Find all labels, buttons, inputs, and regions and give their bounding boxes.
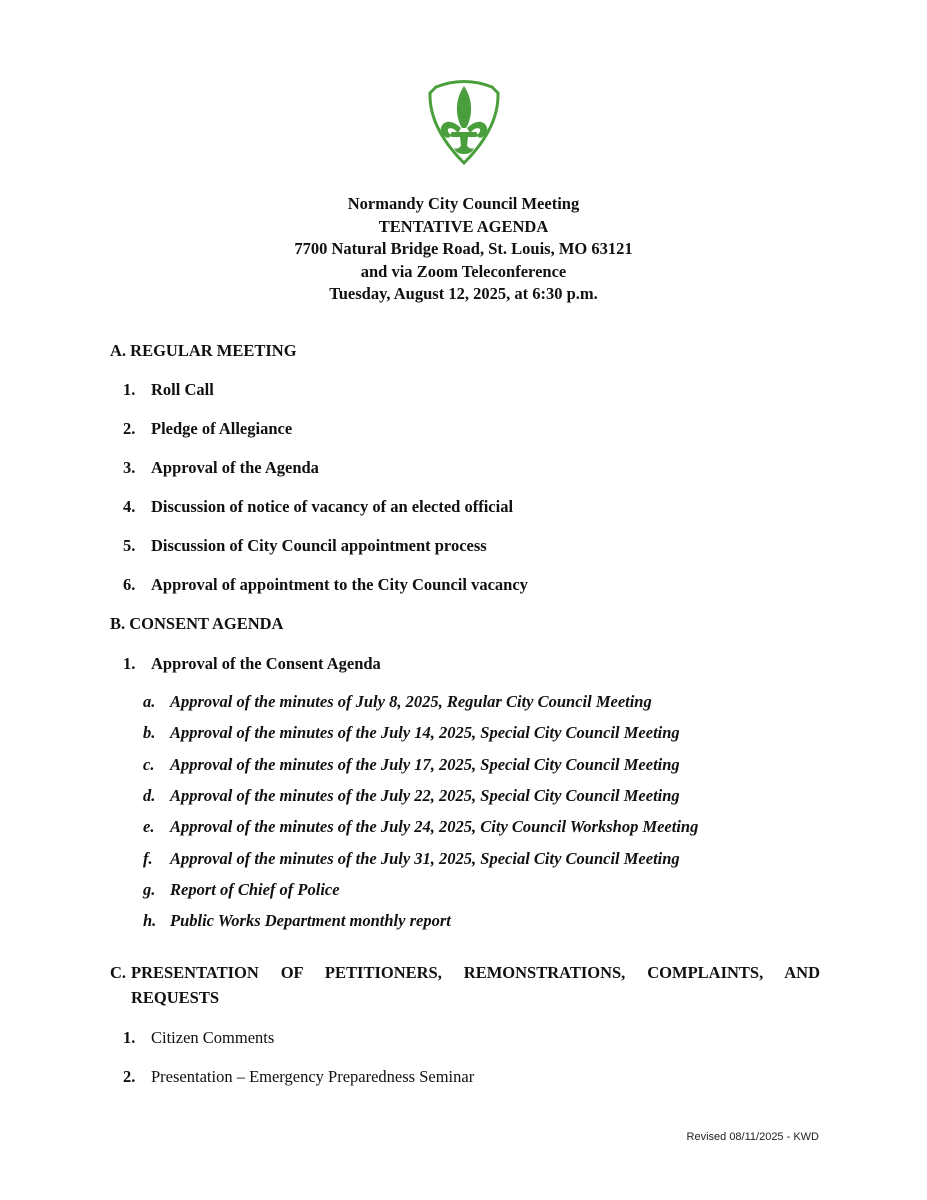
consent-subitem bbox=[143, 786, 680, 806]
meeting-address: 7700 Natural Bridge Road, St. Louis, MO 63121 bbox=[294, 239, 633, 258]
item-number: 5. bbox=[123, 536, 136, 555]
subitem-letter: b. bbox=[143, 723, 156, 742]
subitem-label: Approval of the minutes of the July 24, 2025, City Council Workshop Meeting bbox=[170, 817, 699, 836]
agenda-item bbox=[123, 575, 528, 595]
consent-subitem bbox=[143, 817, 698, 837]
item-label: Approval of appointment to the City Council vacancy bbox=[151, 575, 528, 594]
section-c-title bbox=[110, 961, 820, 1010]
item-label: Citizen Comments bbox=[151, 1028, 275, 1047]
item-label: Discussion of City Council appointment process bbox=[151, 536, 487, 555]
agenda-item bbox=[123, 536, 487, 556]
item-number: 1. bbox=[123, 654, 136, 673]
meeting-date-time: Tuesday, August 12, 2025, at 6:30 p.m. bbox=[329, 284, 598, 303]
revision-note: Revised 08/11/2025 - KWD bbox=[686, 1131, 819, 1143]
subitem-letter: e. bbox=[143, 817, 155, 836]
agenda-header bbox=[0, 193, 927, 306]
item-number: 3. bbox=[123, 458, 136, 477]
consent-subitem bbox=[143, 911, 451, 931]
agenda-title: TENTATIVE AGENDA bbox=[378, 216, 549, 236]
section-b-title: B. CONSENT AGENDA bbox=[110, 614, 284, 633]
item-label: Discussion of notice of vacancy of an elected official bbox=[151, 497, 514, 516]
item-number: 4. bbox=[123, 497, 136, 516]
item-label: Approval of the Agenda bbox=[151, 458, 319, 477]
subitem-label: Report of Chief of Police bbox=[170, 880, 340, 899]
consent-subitem bbox=[143, 755, 680, 775]
subitem-letter: d. bbox=[143, 786, 156, 805]
consent-subitem bbox=[143, 880, 340, 900]
item-label: Roll Call bbox=[151, 380, 214, 399]
subitem-label: Approval of the minutes of the July 31, 2025, Special City Council Meeting bbox=[170, 849, 680, 868]
meeting-teleconference: and via Zoom Teleconference bbox=[360, 261, 567, 281]
item-number: 6. bbox=[123, 575, 136, 594]
subitem-label: Approval of the minutes of the July 14, 2025, Special City Council Meeting bbox=[170, 723, 680, 742]
agenda-item bbox=[123, 497, 513, 517]
meeting-title: Normandy City Council Meeting bbox=[347, 194, 580, 213]
subitem-label: Approval of the minutes of the July 17, 2025, Special City Council Meeting bbox=[170, 755, 680, 774]
subitem-letter: g. bbox=[143, 880, 156, 899]
fleur-de-lis-shield-icon bbox=[426, 78, 502, 166]
agenda-item bbox=[123, 419, 292, 439]
consent-subitem bbox=[143, 692, 652, 712]
agenda-item bbox=[123, 380, 214, 400]
item-number: 2. bbox=[123, 419, 136, 438]
consent-subitem bbox=[143, 849, 680, 869]
agenda-item bbox=[123, 458, 319, 478]
subitem-label: Approval of the minutes of July 8, 2025, Regular City Council Meeting bbox=[170, 692, 652, 711]
item-number: 2. bbox=[123, 1067, 136, 1086]
subitem-letter: f. bbox=[143, 849, 153, 868]
agenda-item bbox=[123, 1028, 274, 1048]
item-label: Pledge of Allegiance bbox=[151, 419, 293, 438]
section-a-title: A. REGULAR MEETING bbox=[110, 341, 297, 360]
item-number: 1. bbox=[123, 1028, 136, 1047]
section-letter: C. bbox=[110, 963, 127, 982]
city-logo bbox=[426, 78, 502, 166]
subitem-letter: a. bbox=[143, 692, 156, 711]
item-label: Approval of the Consent Agenda bbox=[151, 654, 381, 673]
subitem-label: Public Works Department monthly report bbox=[170, 911, 451, 930]
subitem-label: Approval of the minutes of the July 22, 2025, Special City Council Meeting bbox=[170, 786, 680, 805]
item-label: Presentation – Emergency Preparedness Seminar bbox=[151, 1067, 475, 1086]
item-number: 1. bbox=[123, 380, 136, 399]
consent-subitem bbox=[143, 723, 680, 743]
section-c-title-text: PRESENTATION OF PETITIONERS, REMONSTRATIONS, COMPLAINTS, AND REQUESTS bbox=[131, 963, 820, 1007]
agenda-item bbox=[123, 654, 381, 674]
subitem-letter: h. bbox=[143, 911, 157, 930]
agenda-item bbox=[123, 1067, 474, 1087]
subitem-letter: c. bbox=[143, 755, 155, 774]
